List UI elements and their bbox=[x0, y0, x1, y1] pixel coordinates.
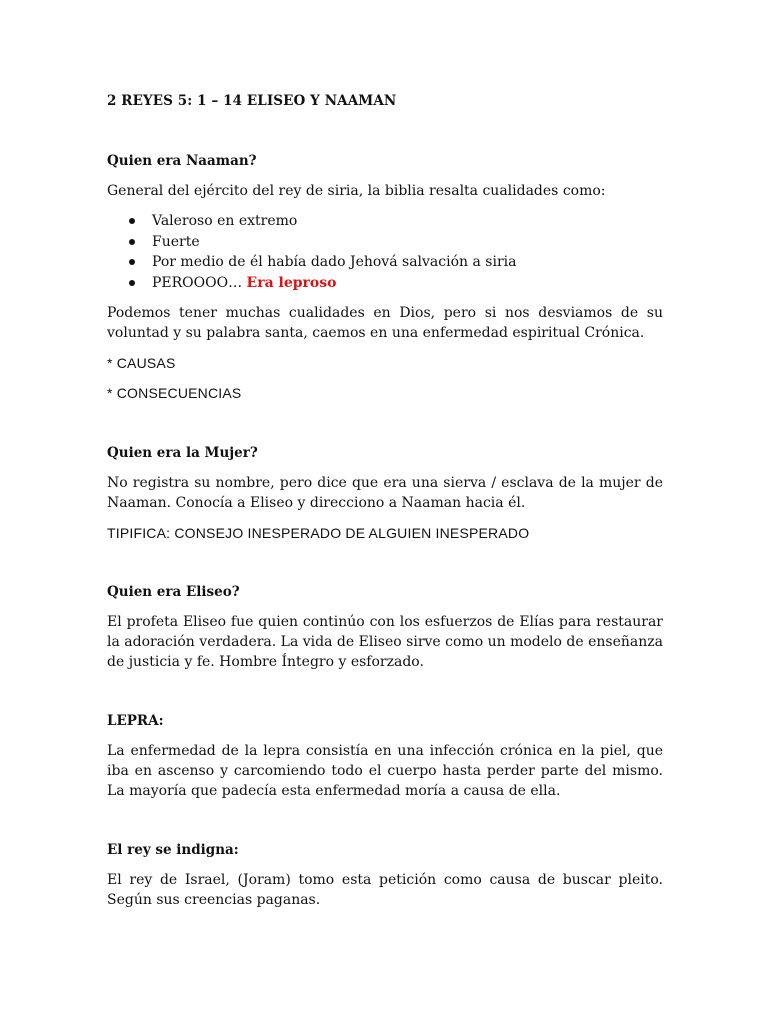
list-item-text-prefix: PEROOOO… bbox=[152, 274, 243, 291]
document-title: 2 REYES 5: 1 – 14 ELISEO Y NAAMAN bbox=[107, 93, 397, 109]
list-item-text: Fuerte bbox=[152, 233, 200, 250]
list-item bbox=[107, 232, 663, 253]
naaman-intro: General del ejército del rey de siria, la biblia resalta cualidades como: bbox=[107, 183, 606, 199]
bullet-dot-icon bbox=[129, 259, 135, 265]
list-item bbox=[107, 273, 663, 294]
list-item bbox=[107, 211, 663, 232]
rey-paragraph: El rey de Israel, (Joram) tomo esta petición como causa de buscar pleito. Según sus creencias paganas. bbox=[107, 872, 663, 908]
lepra-paragraph: La enfermedad de la lepra consistía en una infección crónica en la piel, que iba en ascenso y carcomiendo todo el cuerpo hasta perder parte del mismo. La mayoría que padecía esta enfermedad moría a causa de ella. bbox=[107, 743, 663, 799]
naaman-qualities-list bbox=[107, 211, 663, 293]
mujer-tipifica: TIPIFICA: CONSEJO INESPERADO DE ALGUIEN INESPERADO bbox=[107, 525, 530, 541]
eliseo-paragraph: El profeta Eliseo fue quien continúo con los esfuerzos de Elías para restaurar la adoración verdadera. La vida de Eliseo sirve como un modelo de enseñanza de justicia y fe. Hombre Íntegro y esforzado. bbox=[107, 614, 663, 670]
list-item-text: Por medio de él había dado Jehová salvación a siria bbox=[152, 254, 517, 270]
heading-rey: El rey se indigna: bbox=[107, 842, 239, 858]
highlight-leproso: Era leproso bbox=[246, 274, 337, 291]
naaman-paragraph: Podemos tener muchas cualidades en Dios, pero si nos desviamos de su voluntad y su palabra santa, caemos en una enfermedad espiritual Crónica. bbox=[107, 305, 663, 341]
mujer-paragraph: No registra su nombre, pero dice que era una sierva / esclava de la mujer de Naaman. Conocía a Eliseo y direcciono a Naaman hacia él. bbox=[107, 475, 663, 511]
heading-mujer: Quien era la Mujer? bbox=[107, 445, 258, 461]
item-causas: * CAUSAS bbox=[107, 355, 176, 371]
item-consecuencias: * CONSECUENCIAS bbox=[107, 385, 242, 401]
bullet-dot-icon bbox=[129, 239, 135, 245]
bullet-dot-icon bbox=[129, 218, 135, 224]
list-item-text: Valeroso en extremo bbox=[152, 213, 298, 229]
list-item bbox=[107, 252, 663, 273]
bullet-dot-icon bbox=[129, 280, 135, 286]
heading-naaman: Quien era Naaman? bbox=[107, 153, 257, 169]
heading-eliseo: Quien era Eliseo? bbox=[107, 584, 240, 600]
heading-lepra: LEPRA: bbox=[107, 713, 164, 729]
